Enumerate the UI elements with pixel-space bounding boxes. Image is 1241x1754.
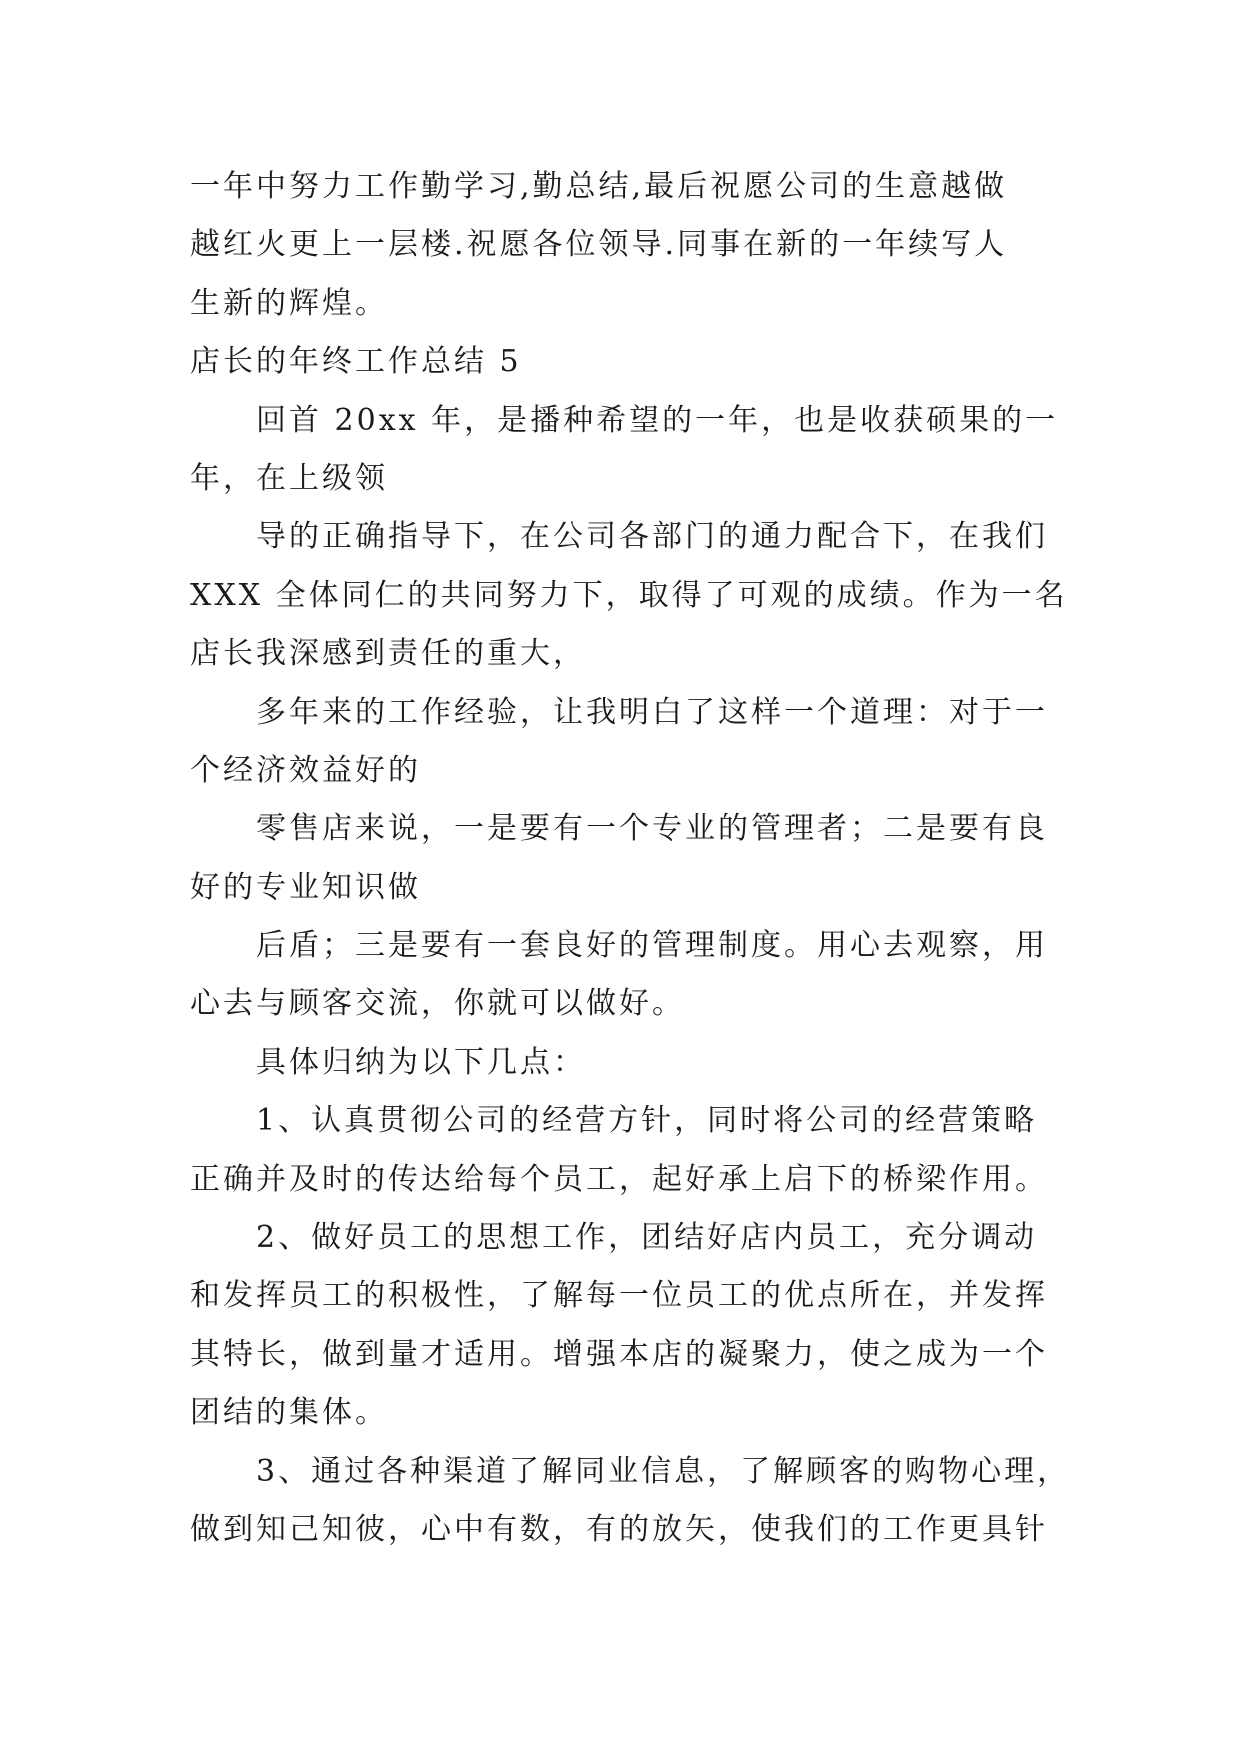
text-line: 正确并及时的传达给每个员工，起好承上启下的桥梁作用。 bbox=[190, 1161, 1048, 1197]
text-line: 店长我深感到责任的重大， bbox=[190, 636, 586, 672]
text-line: 一年中努力工作勤学习,勤总结,最后祝愿公司的生意越做 bbox=[190, 169, 1008, 204]
document-body bbox=[190, 158, 1070, 1559]
text-line: 年，在上级领 bbox=[190, 460, 388, 496]
text-line: 导的正确指导下，在公司各部门的通力配合下，在我们 bbox=[256, 519, 1048, 555]
list-item: 2、做好员工的思想工作，团结好店内员工，充分调动 bbox=[256, 1220, 1038, 1256]
text-line: 回首 20xx 年，是播种希望的一年，也是收获硕果的一 bbox=[256, 402, 1059, 438]
text-line: 具体归纳为以下几点： bbox=[256, 1044, 586, 1080]
text-line: 多年来的工作经验，让我明白了这样一个道理：对于一 bbox=[256, 694, 1048, 730]
text-line: 心去与顾客交流，你就可以做好。 bbox=[190, 986, 685, 1022]
text-line: 生新的辉煌。 bbox=[190, 285, 388, 321]
text-line: 和发挥员工的积极性，了解每一位员工的优点所在，并发挥 bbox=[190, 1278, 1048, 1314]
list-item: 1、认真贯彻公司的经营方针，同时将公司的经营策略 bbox=[256, 1103, 1038, 1139]
text-line: 好的专业知识做 bbox=[190, 869, 421, 905]
text-line: 个经济效益好的 bbox=[190, 752, 421, 788]
list-item: 3、通过各种渠道了解同业信息，了解顾客的购物心理， bbox=[256, 1453, 1071, 1489]
section-heading: 店长的年终工作总结 5 bbox=[190, 344, 522, 380]
text-line: 后盾；三是要有一套良好的管理制度。用心去观察，用 bbox=[256, 928, 1048, 964]
text-line: 做到知己知彼，心中有数，有的放矢，使我们的工作更具针 bbox=[190, 1511, 1048, 1547]
text-line: 零售店来说，一是要有一个专业的管理者；二是要有良 bbox=[256, 811, 1048, 847]
text-line: XXX 全体同仁的共同努力下，取得了可观的成绩。作为一名 bbox=[190, 577, 1068, 613]
text-line: 越红火更上一层楼.祝愿各位领导.同事在新的一年续写人 bbox=[190, 227, 1008, 263]
text-line: 其特长，做到量才适用。增强本店的凝聚力，使之成为一个 bbox=[190, 1336, 1048, 1372]
text-line: 团结的集体。 bbox=[190, 1395, 388, 1431]
